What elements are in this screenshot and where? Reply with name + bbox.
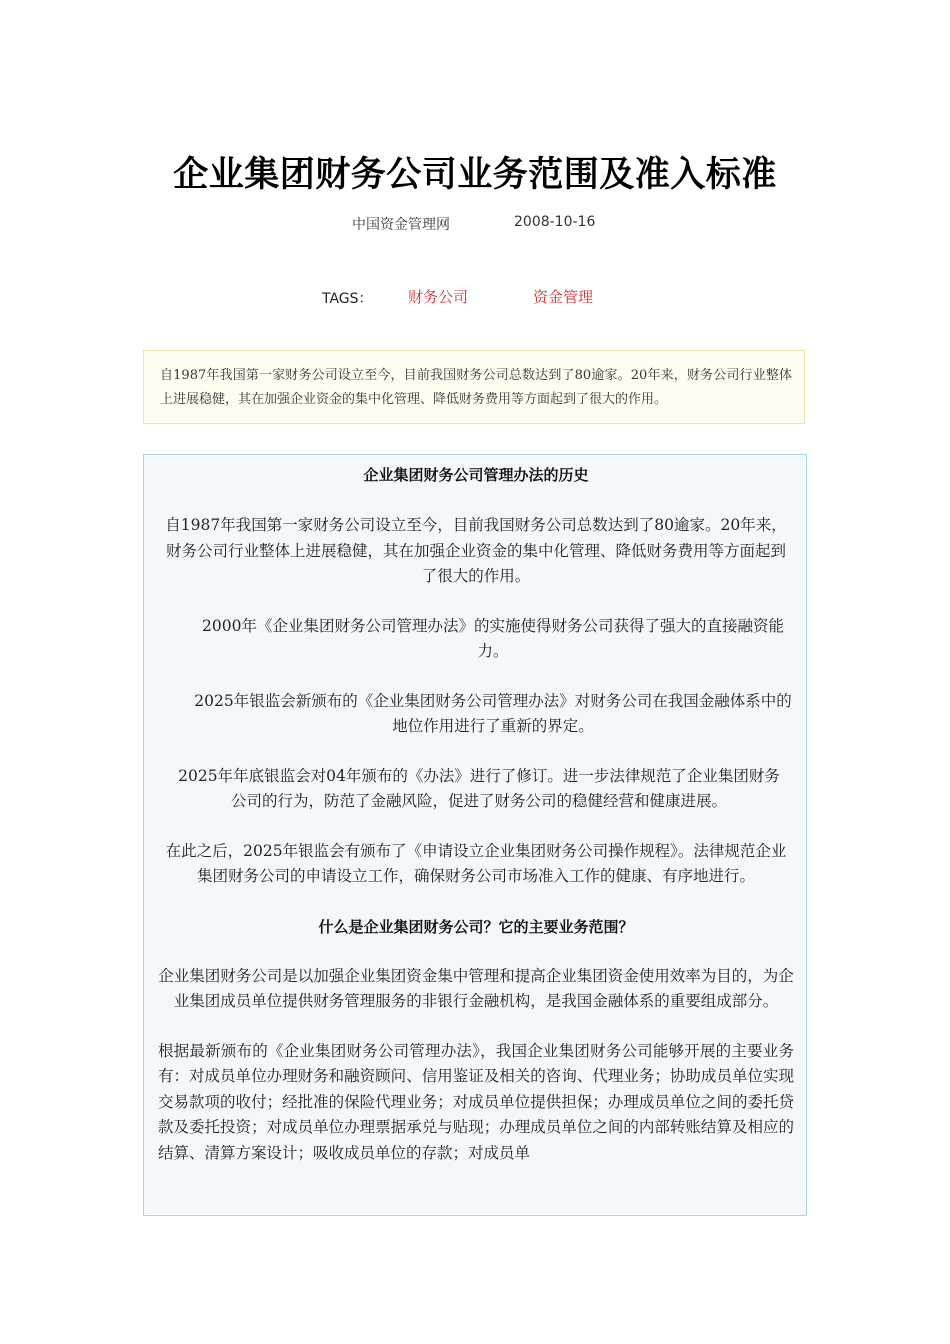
tag-link-fund-management[interactable]: 资金管理 xyxy=(533,288,594,306)
paragraph: 2025年年底银监会对04年颁布的《办法》进行了修订。进一步法律规范了企业集团财务公司的行为，防范了金融风险，促进了财务公司的稳健经营和健康进展。 xyxy=(178,766,780,810)
section-heading-history: 企业集团财务公司管理办法的历史 xyxy=(363,466,589,484)
tag-link-finance-company[interactable]: 财务公司 xyxy=(408,288,469,306)
paragraph: 2000年《企业集团财务公司管理办法》的实施使得财务公司获得了强大的直接融资能力。 xyxy=(202,616,784,660)
paragraph: 2025年银监会新颁布的《企业集团财务公司管理办法》对财务公司在我国金融体系中的地位作用进行了重新的界定。 xyxy=(194,691,792,735)
section-heading-business-scope: 什么是企业集团财务公司？它的主要业务范围？ xyxy=(318,917,634,936)
article-source: 中国资金管理网 xyxy=(352,217,450,233)
paragraph: 根据最新颁布的《企业集团财务公司管理办法》，我国企业集团财务公司能够开展的主要业务有：对成员单位办理财务和融资顾问、信用鉴证及相关的咨询、代理业务；协助成员单位实现交易款项的收付；经批准的保险代理业务；对成员单位提供担保；办理成员单位之间的委托贷款及委托投资；对成员单位办理票据承兑与贴现；办理成员单位之间的内部转账结算及相应的结算、清算方案设计；吸收成员单位的存款；对成员单 xyxy=(158,1041,794,1162)
tags-label: TAGS： xyxy=(322,291,373,307)
article-date: 2008-10-16 xyxy=(514,214,596,230)
paragraph: 自1987年我国第一家财务公司设立至今，目前我国财务公司总数达到了80逾家。20年来，财务公司行业整体上进展稳健，其在加强企业资金的集中化管理、降低财务费用等方面起到了很大的作用。 xyxy=(165,516,787,585)
article-title: 企业集团财务公司业务范围及准入标准 xyxy=(173,154,777,196)
summary-box: 自1987年我国第一家财务公司设立至今，目前我国财务公司总数达到了80逾家。20年来，财务公司行业整体上进展稳健，其在加强企业资金的集中化管理、降低财务费用等方面起到了很大的作用。 xyxy=(143,350,805,424)
paragraph: 企业集团财务公司是以加强企业集团资金集中管理和提高企业集团资金使用效率为目的，为企业集团成员单位提供财务管理服务的非银行金融机构，是我国金融体系的重要组成部分。 xyxy=(158,966,794,1010)
paragraph: 在此之后，2025年银监会有颁布了《申请设立企业集团财务公司操作规程》。法律规范企业集团财务公司的申请设立工作，确保财务公司市场准入工作的健康、有序地进行。 xyxy=(165,841,787,885)
article-content xyxy=(143,454,807,1216)
